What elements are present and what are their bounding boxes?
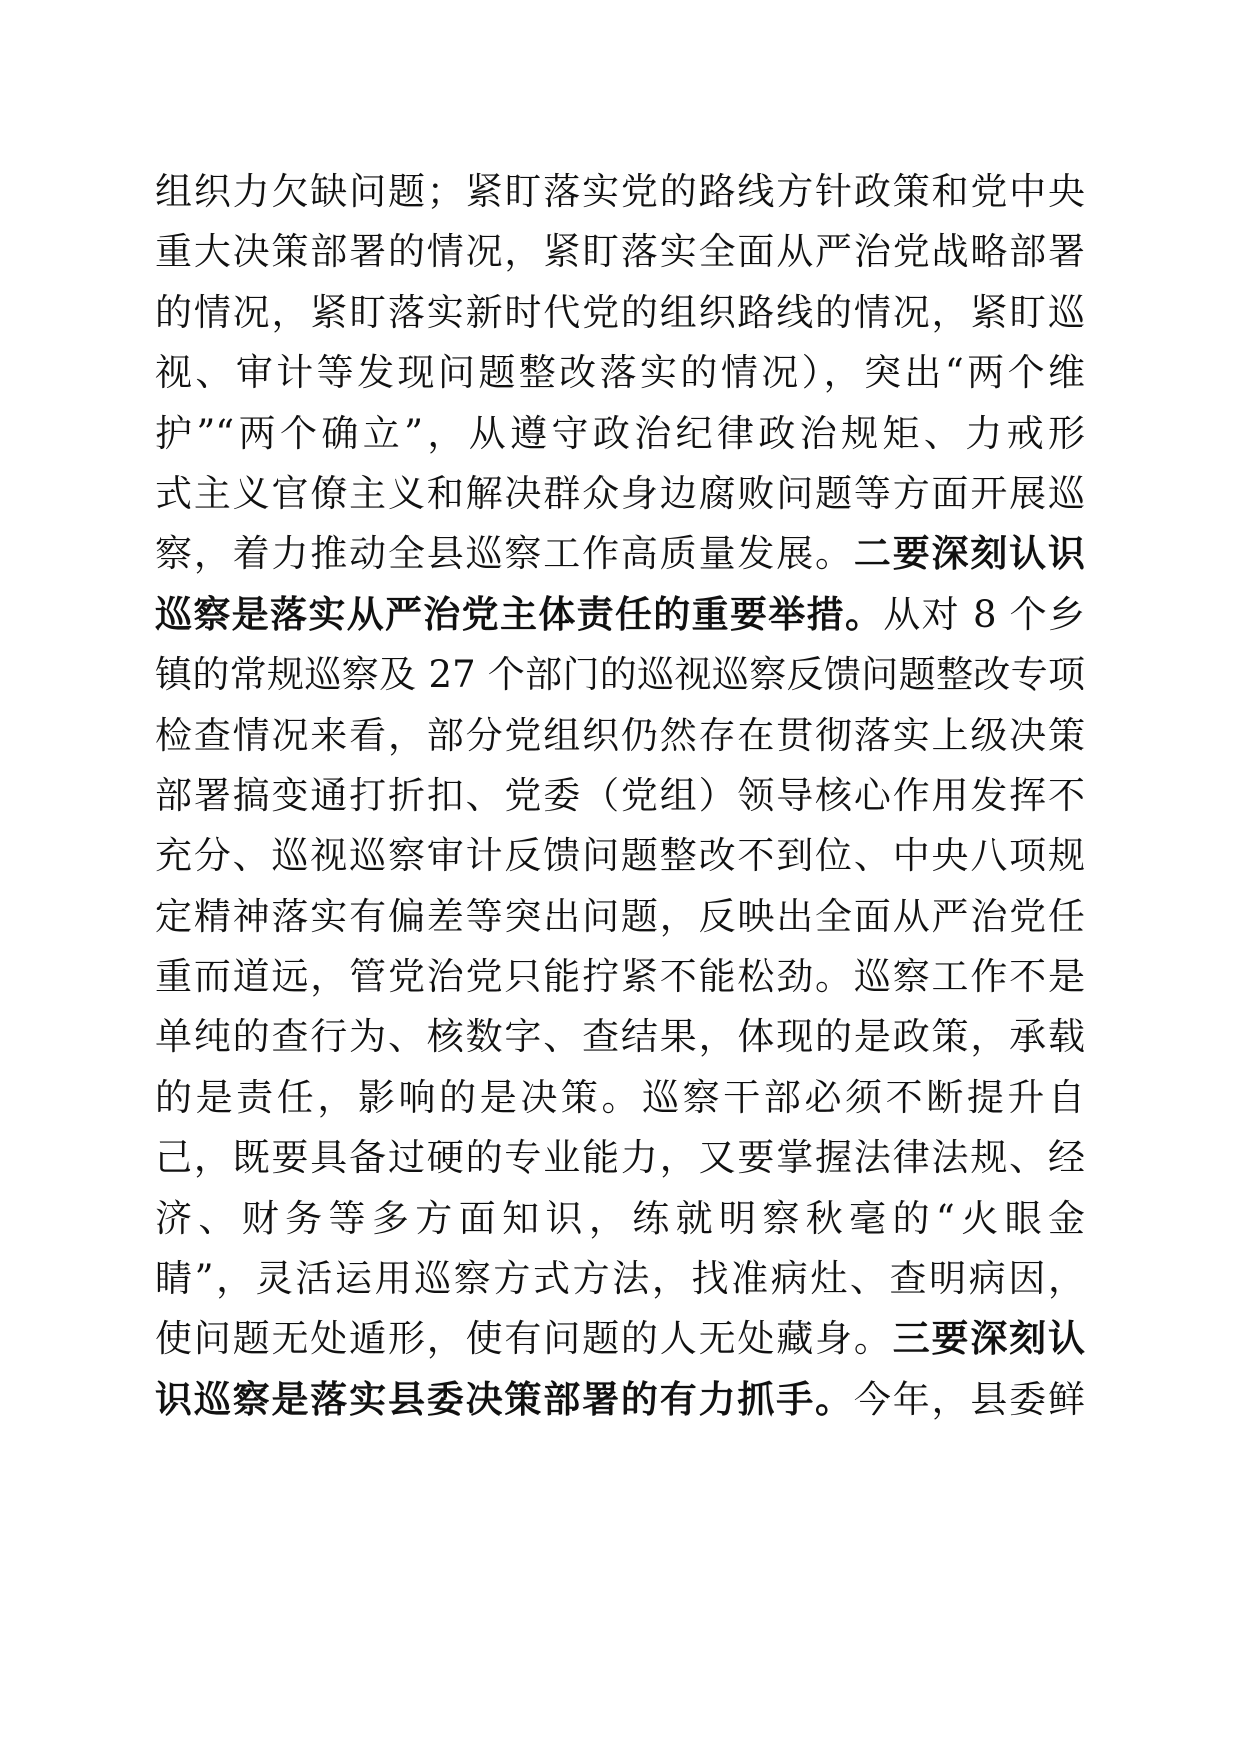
text-line [155, 706, 1085, 766]
bold-text-run: 三要深刻认 [892, 1317, 1085, 1361]
text-run: 济、财务等多方面知识，练就明察秋毫的“火眼金 [155, 1196, 1085, 1240]
text-run: 充分、巡视巡察审计反馈问题整改不到位、中央八项规 [155, 834, 1085, 878]
text-line [155, 162, 1085, 222]
bold-text-run: 识巡察是落实县委决策部署的有力抓手。 [155, 1377, 854, 1421]
text-run: 睛”，灵活运用巡察方式方法，找准病灶、查明病因， [155, 1257, 1085, 1301]
text-run: 镇的常规巡察及 27 个部门的巡视巡察反馈问题整改专项 [155, 653, 1085, 697]
text-run: 的情况，紧盯落实新时代党的组织路线的情况，紧盯巡 [155, 290, 1085, 334]
text-run: 重而道远，管党治党只能拧紧不能松劲。巡察工作不是 [155, 955, 1085, 999]
text-run: 重大决策部署的情况，紧盯落实全面从严治党战略部署 [155, 230, 1085, 274]
text-line [155, 826, 1085, 886]
text-line [155, 947, 1085, 1007]
bold-text-run: 二要深刻认识 [853, 532, 1085, 576]
text-line [155, 1189, 1085, 1249]
text-line [155, 1128, 1085, 1188]
text-line [155, 1007, 1085, 1067]
text-line [155, 1309, 1085, 1369]
text-run: 视、审计等发现问题整改落实的情况），突出“两个维 [155, 351, 1085, 395]
text-line [155, 887, 1085, 947]
text-line [155, 222, 1085, 282]
text-run: 部署搞变通打折扣、党委（党组）领导核心作用发挥不 [155, 773, 1085, 817]
text-line [155, 1068, 1085, 1128]
text-line [155, 766, 1085, 826]
body-paragraph [155, 162, 1085, 1430]
bold-text-run: 巡察是落实从严治党主体责任的重要举措。 [155, 592, 884, 636]
text-line [155, 1249, 1085, 1309]
text-run: 使问题无处遁形，使有问题的人无处藏身。 [155, 1317, 893, 1361]
text-run: 今年，县委鲜 [853, 1377, 1085, 1421]
text-line [155, 585, 1085, 645]
text-run: 的是责任，影响的是决策。巡察干部必须不断提升自 [155, 1075, 1085, 1119]
text-run: 护”“两个确立”，从遵守政治纪律政治规矩、力戒形 [155, 411, 1085, 455]
text-line [155, 283, 1085, 343]
text-run: 检查情况来看，部分党组织仍然存在贯彻落实上级决策 [155, 713, 1085, 757]
text-run: 察，着力推动全县巡察工作高质量发展。 [155, 532, 854, 576]
text-run: 己，既要具备过硬的专业能力，又要掌握法律法规、经 [155, 1136, 1085, 1180]
text-line [155, 464, 1085, 524]
text-run: 式主义官僚主义和解决群众身边腐败问题等方面开展巡 [155, 471, 1085, 515]
text-line [155, 524, 1085, 584]
text-line [155, 404, 1085, 464]
text-line [155, 645, 1085, 705]
text-line [155, 1370, 1085, 1430]
text-run: 从对 8 个乡 [883, 592, 1085, 636]
text-run: 组织力欠缺问题；紧盯落实党的路线方针政策和党中央 [155, 170, 1085, 213]
text-line [155, 343, 1085, 403]
text-run: 定精神落实有偏差等突出问题，反映出全面从严治党任 [155, 894, 1085, 938]
text-run: 单纯的查行为、核数字、查结果，体现的是政策，承载 [155, 1015, 1085, 1059]
